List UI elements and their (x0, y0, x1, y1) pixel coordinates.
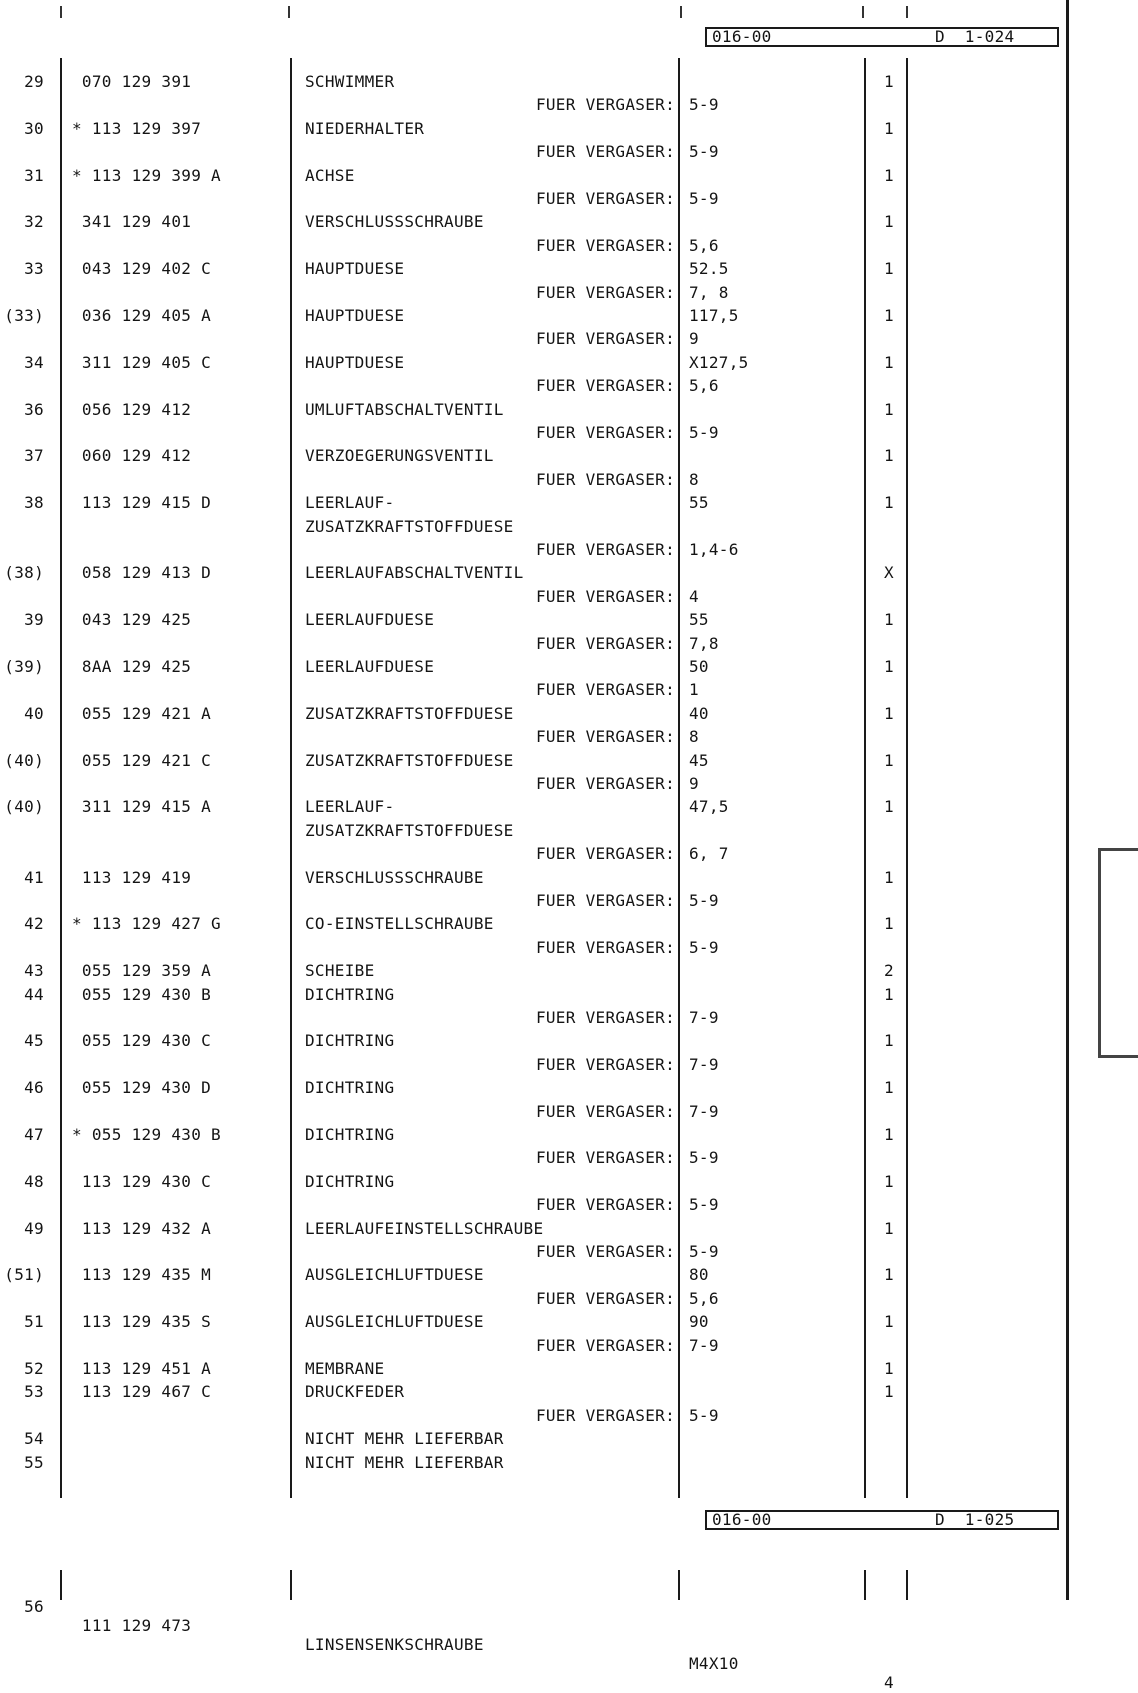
part-description: NICHT MEHR LIEFERBAR (305, 1452, 504, 1472)
part-number: 060 129 412 (72, 446, 192, 466)
vergaser-annotation: FUER VERGASER: (535, 586, 675, 606)
table-row (0, 1242, 1138, 1262)
part-description: VERSCHLUSSSCHRAUBE (305, 867, 484, 887)
table-row (0, 119, 1138, 139)
part-description: VERZOEGERUNGSVENTIL (305, 446, 494, 466)
quantity: 1 (884, 1125, 894, 1144)
part-description: DICHTRING (305, 1078, 395, 1098)
item-number: 46 (24, 1078, 44, 1098)
table-row (0, 563, 1138, 583)
table-row (0, 1406, 1138, 1426)
vergaser-annotation: FUER VERGASER: (535, 844, 675, 864)
table-row (0, 212, 1138, 232)
part-description: DICHTRING (305, 984, 395, 1004)
model-value: 117,5 (689, 306, 739, 325)
top-tick-1 (60, 6, 62, 18)
table-row (0, 517, 1138, 537)
table-row (0, 727, 1138, 747)
item-number: 34 (24, 352, 44, 372)
item-number: 36 (24, 399, 44, 419)
model-value: 55 (689, 610, 709, 630)
model-value: 4 (689, 586, 699, 606)
model-value: 6, 7 (689, 844, 729, 864)
part-description: AUSGLEICHLUFTDUESE (305, 1265, 484, 1285)
page-header-bottom-ref: 016-00 (712, 1510, 772, 1529)
model-value: 7, 8 (689, 282, 729, 302)
part-description: ZUSATZKRAFTSTOFFDUESE (305, 516, 514, 536)
quantity: 1 (884, 867, 894, 887)
part-number: 055 129 430 B (72, 984, 212, 1004)
part-number: 113 129 432 A (72, 1218, 212, 1238)
part-description: DRUCKFEDER (305, 1382, 405, 1402)
part-number: 043 129 402 C (72, 259, 212, 279)
part-description: MEMBRANE (305, 1359, 385, 1378)
item-number: 33 (24, 259, 44, 279)
model-value: 7-9 (689, 1335, 719, 1355)
model-value: 80 (689, 1265, 709, 1285)
quantity: 1 (884, 1031, 894, 1051)
item-number: 55 (24, 1452, 44, 1472)
model-value: 5,6 (689, 1288, 719, 1308)
item-number: 52 (24, 1359, 44, 1378)
part-number: 043 129 425 (72, 610, 192, 630)
part-description: SCHEIBE (305, 961, 375, 981)
model-value: 5-9 (689, 1242, 719, 1261)
model-value: 5-9 (689, 142, 719, 162)
part-description: SCHWIMMER (305, 72, 395, 91)
table-row (0, 306, 1138, 326)
part-description: HAUPTDUESE (305, 306, 405, 325)
vergaser-annotation: FUER VERGASER: (535, 891, 675, 910)
quantity: 1 (884, 1265, 894, 1285)
table-row (0, 259, 1138, 279)
part-description: LEERLAUFDUESE (305, 657, 435, 676)
table-row (0, 914, 1138, 934)
quantity: 1 (884, 399, 894, 419)
part-number: * 113 129 397 (72, 118, 202, 138)
table-row (0, 1453, 1138, 1473)
part-number: * 113 129 427 G (72, 914, 221, 934)
item-number: 29 (24, 72, 44, 91)
part-description: AUSGLEICHLUFTDUESE (305, 1312, 484, 1332)
part-description: ZUSATZKRAFTSTOFFDUESE (305, 820, 514, 840)
item-number: 37 (24, 446, 44, 466)
model-value: 90 (689, 1312, 709, 1332)
table-row (0, 72, 1138, 92)
quantity: 1 (884, 703, 894, 723)
quantity: 1 (884, 750, 894, 770)
part-number: 113 129 415 D (72, 493, 212, 513)
model-value: 8 (689, 727, 699, 747)
item-number: 30 (24, 118, 44, 138)
table-row (0, 844, 1138, 864)
table-row (0, 1102, 1138, 1122)
item-number: 56 (24, 1597, 44, 1616)
table-row (0, 587, 1138, 607)
model-value: 5-9 (689, 1148, 719, 1168)
table-row (0, 891, 1138, 911)
table-row (0, 1055, 1138, 1075)
table-row (0, 1359, 1138, 1379)
table-row (0, 1336, 1138, 1356)
quantity: 1 (884, 610, 894, 630)
vergaser-annotation: FUER VERGASER: (535, 1195, 675, 1215)
vergaser-annotation: FUER VERGASER: (535, 680, 675, 700)
item-number: (40) (4, 750, 44, 770)
part-number: 055 129 430 D (72, 1078, 212, 1098)
item-number: 32 (24, 212, 44, 232)
table-row (0, 868, 1138, 888)
quantity: 1 (884, 1078, 894, 1098)
part-number: * 055 129 430 B (72, 1125, 221, 1144)
quantity: 1 (884, 259, 894, 279)
model-value: 5-9 (689, 1195, 719, 1215)
model-value: 1,4-6 (689, 540, 739, 559)
part-description: HAUPTDUESE (305, 259, 405, 279)
table-row (0, 774, 1138, 794)
part-number: 055 129 421 C (72, 750, 212, 770)
table-row (0, 1219, 1138, 1239)
table-row (0, 353, 1138, 373)
top-tick-2 (288, 6, 290, 18)
quantity: X (884, 563, 894, 583)
item-number: (40) (4, 797, 44, 817)
table-row (0, 938, 1138, 958)
vergaser-annotation: FUER VERGASER: (535, 727, 675, 747)
quantity: 4 (884, 1673, 894, 1692)
model-value: M4X10 (689, 1654, 739, 1673)
part-number: 311 129 405 C (72, 352, 212, 372)
table-row (0, 634, 1138, 654)
quantity: 1 (884, 306, 894, 325)
part-description: CO-EINSTELLSCHRAUBE (305, 914, 494, 934)
part-number: 341 129 401 (72, 212, 192, 232)
part-description: LEERLAUFEINSTELLSCHRAUBE (305, 1218, 544, 1238)
part-number: 055 129 359 A (72, 961, 212, 981)
model-value: 5-9 (689, 937, 719, 957)
part-number: 055 129 421 A (72, 703, 212, 723)
vergaser-annotation: FUER VERGASER: (535, 95, 675, 115)
item-number: 43 (24, 961, 44, 981)
quantity: 1 (884, 165, 894, 185)
bottom-table-row (0, 1578, 1138, 1692)
vergaser-annotation: FUER VERGASER: (535, 1288, 675, 1308)
part-number: 8AA 129 425 (72, 657, 192, 676)
quantity: 1 (884, 352, 894, 372)
table-row (0, 1265, 1138, 1285)
table-row (0, 1289, 1138, 1309)
item-number: 42 (24, 914, 44, 934)
quantity: 1 (884, 1218, 894, 1238)
table-row (0, 1148, 1138, 1168)
table-row (0, 1195, 1138, 1215)
part-description: LEERLAUFABSCHALTVENTIL (305, 563, 524, 583)
part-number: 056 129 412 (72, 399, 192, 419)
model-value: 7-9 (689, 1101, 719, 1121)
part-description: DICHTRING (305, 1125, 395, 1144)
table-row (0, 1078, 1138, 1098)
table-row (0, 283, 1138, 303)
table-row (0, 400, 1138, 420)
vergaser-annotation: FUER VERGASER: (535, 282, 675, 302)
item-number: (38) (4, 563, 44, 583)
model-value: 45 (689, 750, 709, 770)
vergaser-annotation: FUER VERGASER: (535, 329, 675, 349)
model-value: 5-9 (689, 1405, 719, 1425)
quantity: 1 (884, 1359, 894, 1378)
model-value: 8 (689, 469, 699, 489)
table-row (0, 680, 1138, 700)
part-description: LEERLAUF- (305, 493, 395, 513)
part-description: DICHTRING (305, 1171, 395, 1191)
vergaser-annotation: FUER VERGASER: (535, 189, 675, 208)
quantity: 1 (884, 1382, 894, 1402)
quantity: 1 (884, 72, 894, 91)
model-value: 52.5 (689, 259, 729, 279)
table-row (0, 166, 1138, 186)
part-description: NICHT MEHR LIEFERBAR (305, 1429, 504, 1449)
vergaser-annotation: FUER VERGASER: (535, 142, 675, 162)
vergaser-annotation: FUER VERGASER: (535, 1405, 675, 1425)
page-header-top-ref: 016-00 (712, 27, 772, 46)
part-number: 113 129 467 C (72, 1382, 212, 1402)
part-description: LEERLAUFDUESE (305, 610, 435, 630)
part-number: 058 129 413 D (72, 563, 212, 583)
item-number: (51) (4, 1265, 44, 1285)
part-number: * 113 129 399 A (72, 165, 221, 185)
part-number: 113 129 435 M (72, 1265, 212, 1285)
quantity: 1 (884, 984, 894, 1004)
model-value: 5-9 (689, 189, 719, 208)
vergaser-annotation: FUER VERGASER: (535, 937, 675, 957)
part-description: HAUPTDUESE (305, 352, 405, 372)
part-description: DICHTRING (305, 1031, 395, 1051)
table-row (0, 751, 1138, 771)
table-row (0, 1008, 1138, 1028)
model-value: 55 (689, 493, 709, 513)
quantity: 1 (884, 657, 894, 676)
item-number: 53 (24, 1382, 44, 1402)
item-number: 31 (24, 165, 44, 185)
table-row (0, 446, 1138, 466)
part-number: 070 129 391 (72, 72, 192, 91)
vergaser-annotation: FUER VERGASER: (535, 774, 675, 793)
part-number: 055 129 430 C (72, 1031, 212, 1051)
model-value: 7-9 (689, 1008, 719, 1027)
vergaser-annotation: FUER VERGASER: (535, 1242, 675, 1261)
page-header-bottom-page: D 1-025 (935, 1510, 1015, 1529)
quantity: 1 (884, 1171, 894, 1191)
part-description: UMLUFTABSCHALTVENTIL (305, 399, 504, 419)
table-row (0, 657, 1138, 677)
model-value: 9 (689, 774, 699, 793)
table-row (0, 985, 1138, 1005)
vergaser-annotation: FUER VERGASER: (535, 469, 675, 489)
part-number: 113 129 451 A (72, 1359, 212, 1378)
table-row (0, 376, 1138, 396)
quantity: 1 (884, 212, 894, 232)
model-value: X127,5 (689, 352, 749, 372)
part-number: 113 129 430 C (72, 1171, 212, 1191)
item-number: 44 (24, 984, 44, 1004)
table-row (0, 610, 1138, 630)
top-tick-5 (906, 6, 908, 18)
part-description: LINSENSENKSCHRAUBE (305, 1635, 484, 1654)
part-number: 113 129 435 S (72, 1312, 212, 1332)
item-number: 51 (24, 1312, 44, 1332)
table-row (0, 95, 1138, 115)
vergaser-annotation: FUER VERGASER: (535, 540, 675, 559)
vergaser-annotation: FUER VERGASER: (535, 1101, 675, 1121)
table-row (0, 1382, 1138, 1402)
table-row (0, 189, 1138, 209)
vergaser-annotation: FUER VERGASER: (535, 633, 675, 653)
model-value: 1 (689, 680, 699, 700)
model-value: 5,6 (689, 235, 719, 255)
table-row (0, 1172, 1138, 1192)
vergaser-annotation: FUER VERGASER: (535, 376, 675, 396)
table-row (0, 961, 1138, 981)
table-row (0, 236, 1138, 256)
item-number: (39) (4, 657, 44, 676)
model-value: 9 (689, 329, 699, 349)
item-number: 38 (24, 493, 44, 513)
top-tick-4 (862, 6, 864, 18)
table-row (0, 1125, 1138, 1145)
part-number: 111 129 473 (72, 1616, 192, 1635)
table-row (0, 1031, 1138, 1051)
model-value: 40 (689, 703, 709, 723)
table-row (0, 493, 1138, 513)
model-value: 5-9 (689, 423, 719, 442)
quantity: 1 (884, 446, 894, 466)
quantity: 1 (884, 1312, 894, 1332)
table-row (0, 797, 1138, 817)
model-value: 7-9 (689, 1054, 719, 1074)
quantity: 1 (884, 797, 894, 817)
item-number: 39 (24, 610, 44, 630)
item-number: 41 (24, 867, 44, 887)
quantity: 1 (884, 118, 894, 138)
table-row (0, 821, 1138, 841)
part-number: 036 129 405 A (72, 306, 212, 325)
model-value: 7,8 (689, 633, 719, 653)
table-row (0, 540, 1138, 560)
table-row (0, 423, 1138, 443)
quantity: 2 (884, 961, 894, 981)
vergaser-annotation: FUER VERGASER: (535, 235, 675, 255)
quantity: 1 (884, 493, 894, 513)
model-value: 5,6 (689, 376, 719, 396)
part-description: VERSCHLUSSSCHRAUBE (305, 212, 484, 232)
vergaser-annotation: FUER VERGASER: (535, 423, 675, 442)
part-description: ZUSATZKRAFTSTOFFDUESE (305, 750, 514, 770)
table-row (0, 470, 1138, 490)
item-number: 54 (24, 1429, 44, 1449)
part-description: ACHSE (305, 165, 355, 185)
model-value: 50 (689, 657, 709, 676)
model-value: 5-9 (689, 891, 719, 910)
quantity: 1 (884, 914, 894, 934)
table-row (0, 704, 1138, 724)
vergaser-annotation: FUER VERGASER: (535, 1335, 675, 1355)
item-number: 49 (24, 1218, 44, 1238)
part-number: 113 129 419 (72, 867, 192, 887)
model-value: 47,5 (689, 797, 729, 817)
table-row (0, 329, 1138, 349)
part-description: LEERLAUF- (305, 797, 395, 817)
item-number: 48 (24, 1171, 44, 1191)
item-number: (33) (4, 306, 44, 325)
vergaser-annotation: FUER VERGASER: (535, 1054, 675, 1074)
vergaser-annotation: FUER VERGASER: (535, 1008, 675, 1027)
part-number: 311 129 415 A (72, 797, 212, 817)
page-header-top-page: D 1-024 (935, 27, 1015, 46)
model-value: 5-9 (689, 95, 719, 115)
part-description: NIEDERHALTER (305, 118, 425, 138)
item-number: 45 (24, 1031, 44, 1051)
top-tick-3 (680, 6, 682, 18)
item-number: 40 (24, 703, 44, 723)
table-row (0, 1312, 1138, 1332)
table-row (0, 1429, 1138, 1449)
part-description: ZUSATZKRAFTSTOFFDUESE (305, 703, 514, 723)
vergaser-annotation: FUER VERGASER: (535, 1148, 675, 1168)
table-row (0, 142, 1138, 162)
item-number: 47 (24, 1125, 44, 1144)
